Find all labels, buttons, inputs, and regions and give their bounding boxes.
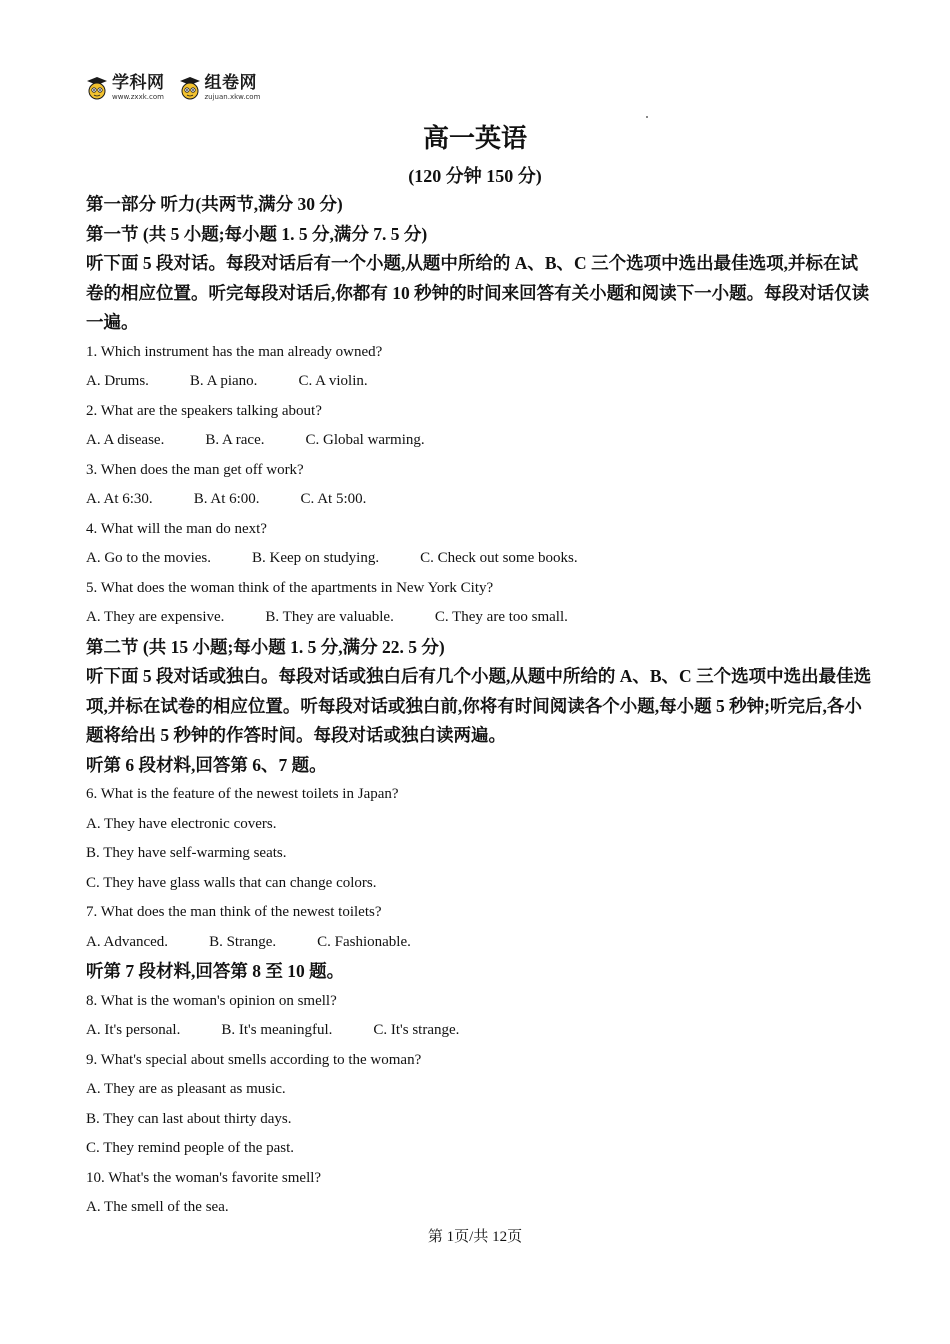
options-row <box>86 544 872 574</box>
option[interactable]: C. At 5:00. <box>300 491 367 507</box>
options-row <box>86 1016 872 1046</box>
option[interactable]: A. The smell of the sea. <box>86 1199 229 1215</box>
option[interactable]: A. Go to the movies. <box>86 550 211 566</box>
logo-url: zujuan.xkw.com <box>204 93 261 101</box>
mascot-icon <box>179 76 201 100</box>
logo-zujuanwang[interactable] <box>179 75 261 101</box>
options-row <box>86 426 872 456</box>
logo-url: www.zxxk.com <box>112 93 164 101</box>
page-title: 高一英语 <box>422 124 527 153</box>
option[interactable]: A. They are as pleasant as music. <box>86 1081 286 1097</box>
options-row <box>86 603 872 633</box>
option[interactable]: C. Check out some books. <box>420 550 578 566</box>
part-heading: 第一部分 听力(共两节,满分 30 分) <box>86 194 343 214</box>
option[interactable]: B. They have self-warming seats. <box>86 845 287 861</box>
options-row <box>86 367 872 397</box>
option[interactable]: A. A disease. <box>86 432 165 448</box>
option[interactable]: A. They are expensive. <box>86 609 225 625</box>
logo-xuekewang[interactable] <box>86 75 165 101</box>
option[interactable]: C. They remind people of the past. <box>86 1140 295 1156</box>
option[interactable]: A. At 6:30. <box>86 491 153 507</box>
question: 1. Which instrument has the man already owned? <box>86 343 383 360</box>
question: 6. What is the feature of the newest toilets in Japan? <box>86 786 399 802</box>
option[interactable]: B. A race. <box>205 432 265 448</box>
header-logos <box>86 72 260 104</box>
question: 2. What are the speakers talking about? <box>86 402 322 419</box>
option[interactable]: C. A violin. <box>298 373 368 389</box>
option[interactable]: A. Advanced. <box>86 933 169 950</box>
mascot-icon <box>86 76 108 100</box>
option[interactable]: B. At 6:00. <box>193 491 260 507</box>
section-heading: 第二节 (共 15 小题;每小题 1. 5 分,满分 22. 5 分) <box>86 636 445 657</box>
option[interactable]: C. They are too small. <box>434 609 568 625</box>
question: 3. When does the man get off work? <box>86 461 304 478</box>
option[interactable]: A. Drums. <box>86 373 149 389</box>
logo-name: 学科网 <box>112 73 165 93</box>
question: 9. What's special about smells according to the woman? <box>86 1051 422 1068</box>
section-instructions: 听下面 5 段对话或独白。每段对话或独白后有几个小题,从题中所给的 A、B、C 三个选项中选出最佳选项,并标在试卷的相应位置。听每段对话或独白前,你将有时间阅读各个小题,每小题 5 秒钟;听完后,各小题将给出 5 秒钟的作答时间。每段对话或独白读两遍。 <box>86 666 872 745</box>
material-heading: 听第 6 段材料,回答第 6、7 题。 <box>86 754 327 775</box>
option[interactable]: B. Strange. <box>209 933 277 950</box>
page-subtitle: (120 分钟 150 分) <box>408 166 542 186</box>
section-heading: 第一节 (共 5 小题;每小题 1. 5 分,满分 7. 5 分) <box>86 223 428 244</box>
question: 10. What's the woman's favorite smell? <box>86 1169 322 1186</box>
question: 5. What does the woman think of the apartments in New York City? <box>86 579 494 596</box>
option[interactable]: B. A piano. <box>189 373 258 389</box>
option[interactable]: A. It's personal. <box>86 1022 181 1038</box>
option[interactable]: B. They can last about thirty days. <box>86 1110 292 1127</box>
options-row <box>86 928 872 958</box>
material-heading: 听第 7 段材料,回答第 8 至 10 题。 <box>86 961 345 981</box>
options-row <box>86 485 872 515</box>
option[interactable]: B. They are valuable. <box>265 609 394 625</box>
option[interactable]: C. Global warming. <box>305 432 425 448</box>
option[interactable]: B. It's meaningful. <box>221 1022 333 1038</box>
question: 7. What does the man think of the newest toilets? <box>86 904 382 920</box>
question: 4. What will the man do next? <box>86 520 267 537</box>
option[interactable]: B. Keep on studying. <box>252 550 380 566</box>
option[interactable]: C. Fashionable. <box>317 933 411 950</box>
section-instructions: 听下面 5 段对话。每段对话后有一个小题,从题中所给的 A、B、C 三个选项中选出最佳选项,并标在试卷的相应位置。听完每段对话后,你都有 10 秒钟的时间来回答有关小题和阅读下一小题。每段对话仅读一遍。 <box>86 253 870 332</box>
exam-content <box>86 190 872 1223</box>
page-footer: 第 1页/共 12页 <box>427 1229 523 1245</box>
option[interactable]: C. They have glass walls that can change colors. <box>86 874 377 891</box>
option[interactable]: C. It's strange. <box>373 1022 460 1038</box>
option[interactable]: A. They have electronic covers. <box>86 815 277 832</box>
logo-name: 组卷网 <box>204 73 257 93</box>
question: 8. What is the woman's opinion on smell? <box>86 992 337 1009</box>
